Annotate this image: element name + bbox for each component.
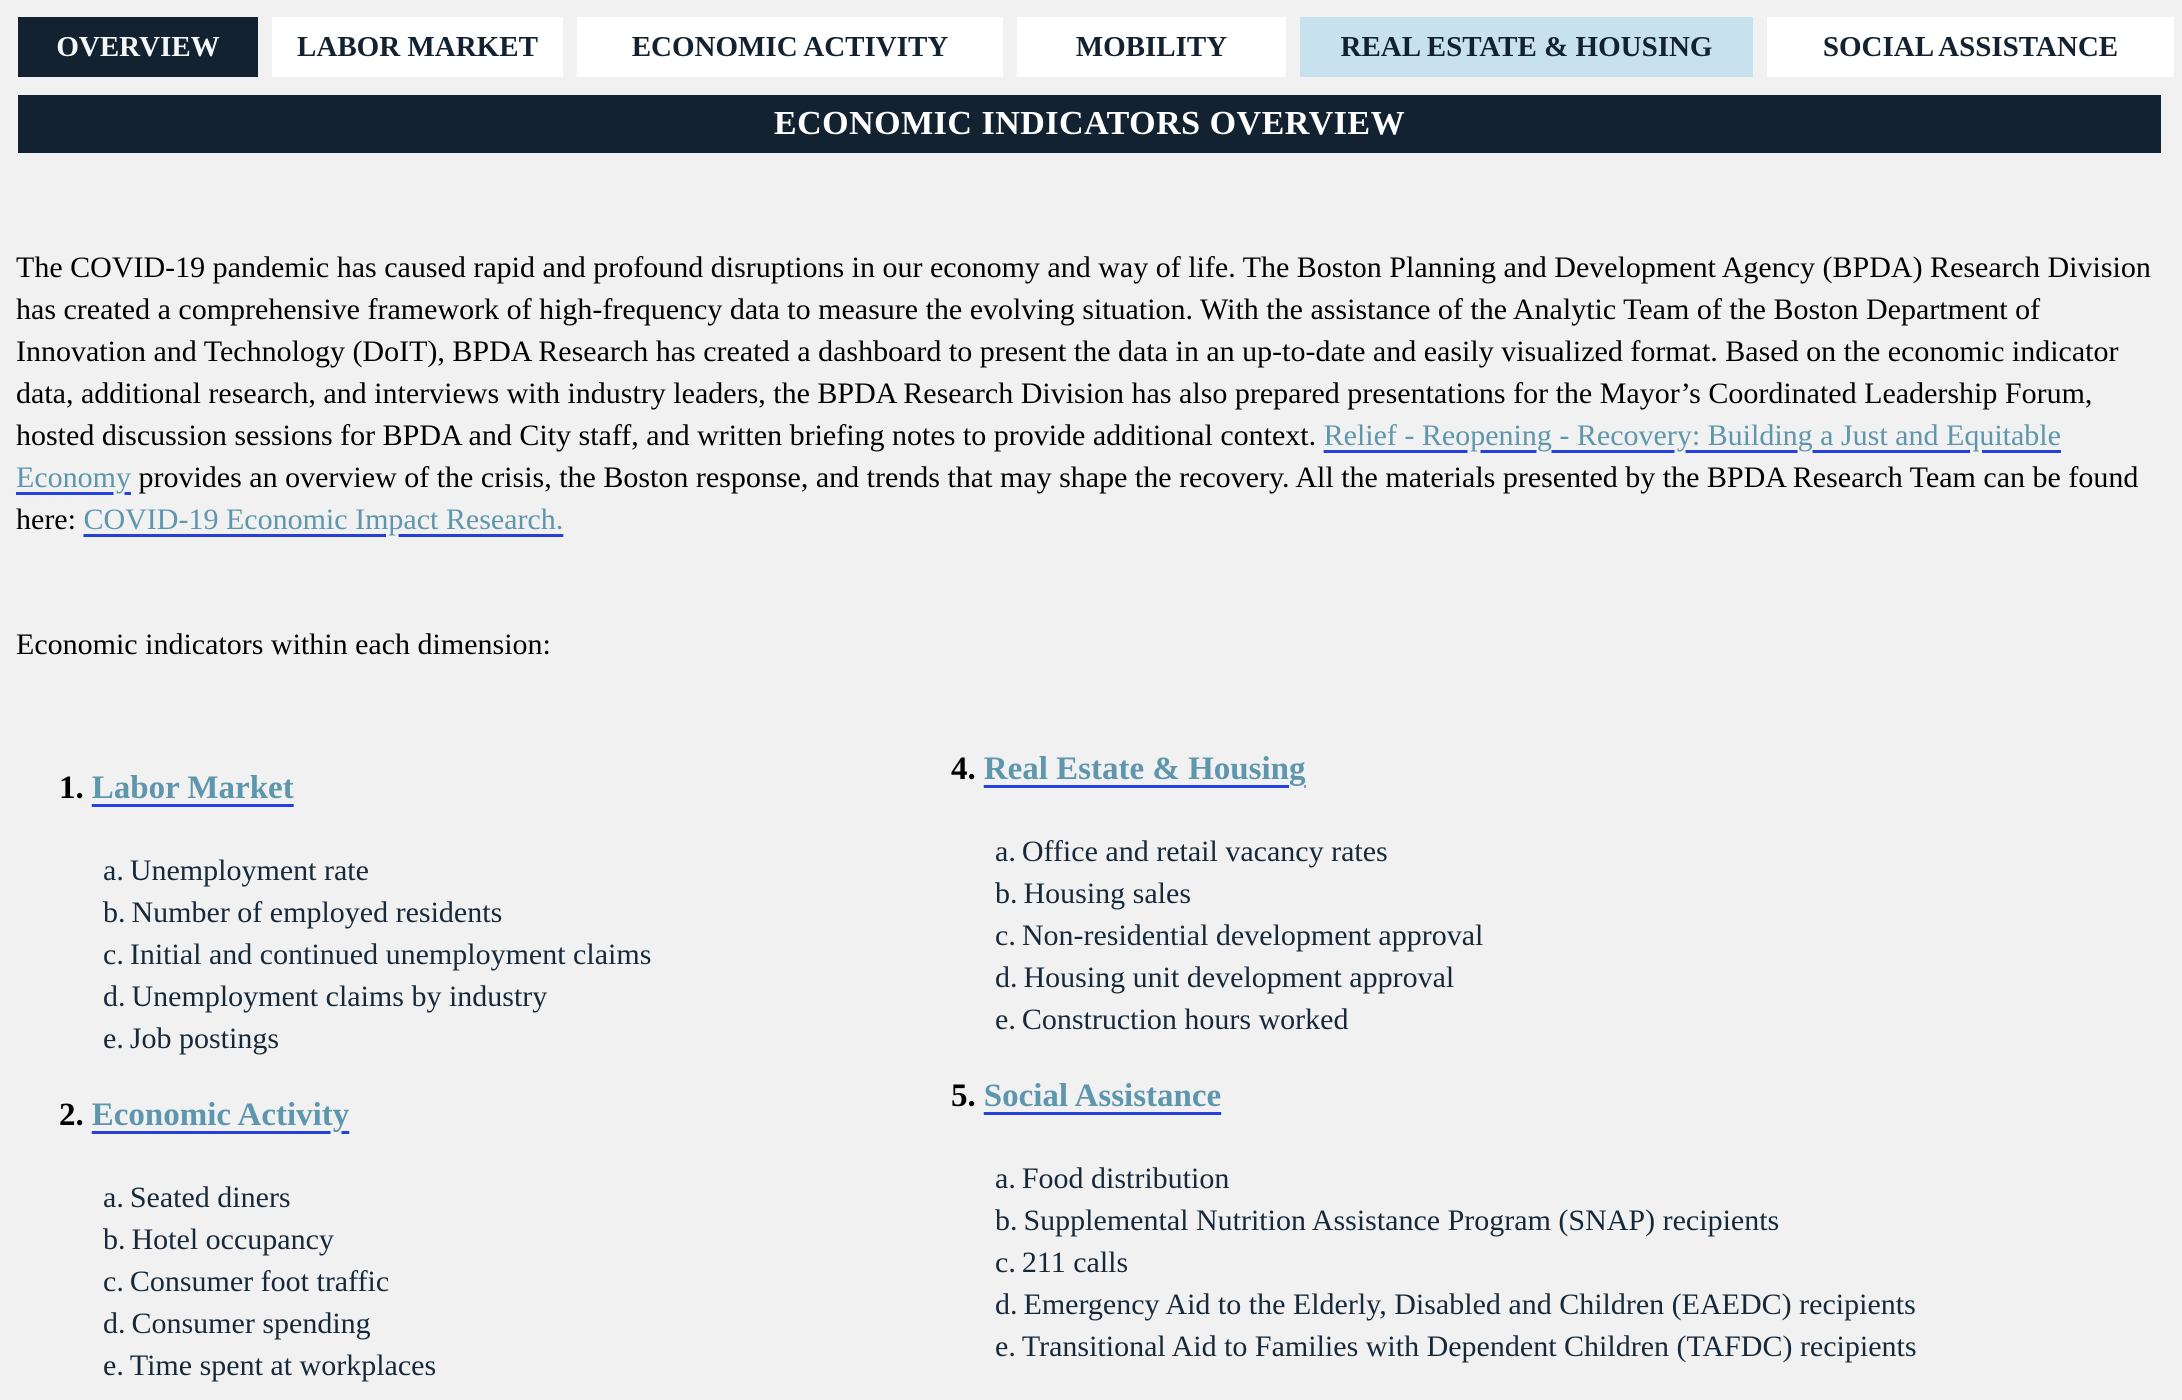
list-item [995, 1326, 2173, 1368]
list-item-marker: d. [103, 1307, 126, 1340]
list-item-label: Consumer foot traffic [129, 1265, 390, 1298]
list-item-marker: e. [103, 1349, 124, 1382]
section-heading [59, 766, 919, 810]
list-item-label: Construction hours worked [1021, 1003, 1349, 1036]
list-item-marker: c. [995, 1246, 1016, 1279]
tab-bar [18, 17, 2174, 77]
list-item-label: Seated diners [129, 1181, 291, 1214]
tab-social-assistance[interactable]: SOCIAL ASSISTANCE [1767, 17, 2174, 77]
list-item [995, 831, 2173, 873]
list-item-marker: c. [103, 1265, 124, 1298]
list-item-label: Food distribution [1021, 1162, 1230, 1195]
list-item-label: Unemployment claims by industry [131, 980, 548, 1013]
list-item-marker: d. [995, 1288, 1018, 1321]
intro-paragraph [16, 247, 2162, 541]
indicator-section-economic-activity [59, 1093, 919, 1387]
list-item-marker: b. [103, 1223, 126, 1256]
list-item [995, 873, 2173, 915]
indicator-column-right [951, 747, 2173, 1368]
dimensions-label: Economic indicators within each dimension: [16, 628, 551, 661]
list-item-label: Number of employed residents [131, 896, 503, 929]
list-item-marker: a. [103, 854, 124, 887]
list-item-label: Supplemental Nutrition Assistance Program (SNAP) recipients [1023, 1204, 1780, 1237]
section-number: 2. [59, 1097, 84, 1133]
list-item-label: Job postings [129, 1022, 280, 1055]
list-item [103, 850, 919, 892]
section-heading [951, 747, 2173, 791]
list-item [103, 892, 919, 934]
list-item [995, 1158, 2173, 1200]
list-item-label: Consumer spending [131, 1307, 371, 1340]
list-item-marker: b. [995, 1204, 1018, 1237]
list-item-label: Housing unit development approval [1023, 961, 1455, 994]
list-item-marker: b. [995, 877, 1018, 910]
list-item-label: Unemployment rate [129, 854, 369, 887]
list-item-label: Time spent at workplaces [129, 1349, 437, 1382]
list-item [995, 957, 2173, 999]
section-heading [59, 1093, 919, 1137]
tab-overview[interactable]: OVERVIEW [18, 17, 258, 77]
section-link-labor-market[interactable]: Labor Market [91, 770, 294, 806]
page-title: ECONOMIC INDICATORS OVERVIEW [18, 95, 2161, 153]
list-item [103, 1177, 919, 1219]
list-item [103, 1219, 919, 1261]
list-item-label: Initial and continued unemployment claims [129, 938, 652, 971]
section-number: 5. [951, 1078, 976, 1114]
section-link-real-estate-housing[interactable]: Real Estate & Housing [983, 751, 1306, 787]
intro-text-1: The COVID-19 pandemic has caused rapid and profound disruptions in our economy and way of life. The Boston Planning and Development Agency (BPDA) Research Division has created a comprehensive framework of high-frequency data to measure the evolving situation. With the assistance of the Analytic Team of the Boston Department of Innovation and Technology (DoIT), BPDA Research has created a dashboard to present the data in an up-to-date and easily visualized format. Based on the economic indicator data, additional research, and interviews with industry leaders, the BPDA Research Division has also prepared presentations for the Mayor’s Coordinated Leadership Forum, hosted discussion sessions for BPDA and City staff, and written briefing notes to provide additional context. [16, 251, 2151, 452]
list-item [995, 1284, 2173, 1326]
covid19-economic-impact-research-link[interactable]: COVID-19 Economic Impact Research. [83, 503, 564, 536]
list-item-label: 211 calls [1021, 1246, 1129, 1279]
indicator-list [951, 1158, 2173, 1368]
list-item-marker: c. [103, 938, 124, 971]
list-item [995, 915, 2173, 957]
list-item-marker: d. [995, 961, 1018, 994]
list-item-label: Transitional Aid to Families with Dependent Children (TAFDC) recipients [1021, 1330, 1917, 1363]
list-item-marker: a. [995, 835, 1016, 868]
list-item [995, 1200, 2173, 1242]
tab-mobility[interactable]: MOBILITY [1017, 17, 1286, 77]
section-link-economic-activity[interactable]: Economic Activity [91, 1097, 350, 1133]
section-link-social-assistance[interactable]: Social Assistance [983, 1078, 1222, 1114]
list-item [995, 1242, 2173, 1284]
list-item-label: Office and retail vacancy rates [1021, 835, 1388, 868]
list-item [103, 1345, 919, 1387]
tab-economic-activity[interactable]: ECONOMIC ACTIVITY [577, 17, 1003, 77]
list-item-label: Housing sales [1023, 877, 1191, 910]
list-item-marker: b. [103, 896, 126, 929]
list-item-marker: d. [103, 980, 126, 1013]
section-heading [951, 1074, 2173, 1118]
list-item-marker: e. [103, 1022, 124, 1055]
list-item-marker: c. [995, 919, 1016, 952]
list-item-label: Non-residential development approval [1021, 919, 1484, 952]
indicator-list [59, 1177, 919, 1387]
list-item-marker: a. [995, 1162, 1016, 1195]
indicator-list [951, 831, 2173, 1041]
list-item-label: Hotel occupancy [131, 1223, 334, 1256]
list-item-marker: e. [995, 1330, 1016, 1363]
indicator-section-labor-market [59, 766, 919, 1060]
tab-real-estate-housing[interactable]: REAL ESTATE & HOUSING [1300, 17, 1753, 77]
list-item [995, 999, 2173, 1041]
intro-text-2: provides an overview of the crisis, the Boston response, and trends that may shape the recovery. All the materials presented by the BPDA Research Team can be found here: [16, 461, 2139, 536]
section-number: 4. [951, 751, 976, 787]
indicator-list [59, 850, 919, 1060]
list-item [103, 1018, 919, 1060]
indicator-column-left [59, 766, 919, 1387]
list-item [103, 1261, 919, 1303]
list-item [103, 934, 919, 976]
list-item-label: Emergency Aid to the Elderly, Disabled and Children (EAEDC) recipients [1023, 1288, 1916, 1321]
indicator-section-social-assistance [951, 1074, 2173, 1368]
list-item [103, 1303, 919, 1345]
indicator-section-real-estate-housing [951, 747, 2173, 1041]
list-item [103, 976, 919, 1018]
list-item-marker: a. [103, 1181, 124, 1214]
tab-labor-market[interactable]: LABOR MARKET [272, 17, 563, 77]
list-item-marker: e. [995, 1003, 1016, 1036]
section-number: 1. [59, 770, 84, 806]
relief-reopening-recovery-link[interactable]: Relief - Reopening - Recovery: Building a Just and Equitable Economy [16, 419, 2061, 494]
